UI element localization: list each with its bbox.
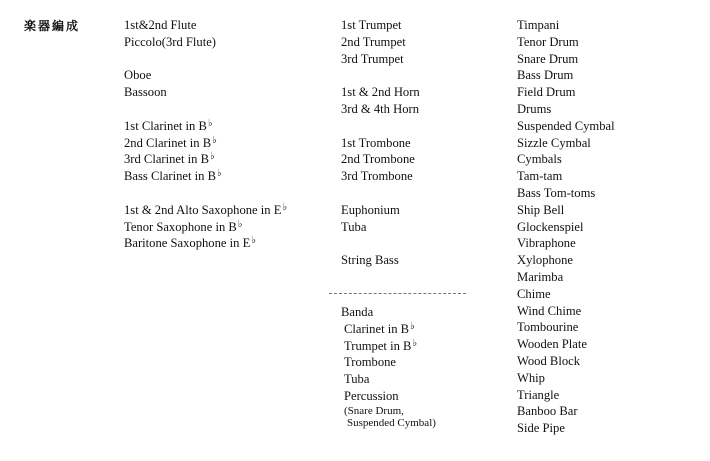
instrument-item bbox=[124, 67, 287, 84]
instrument-name: 2nd Trombone bbox=[341, 152, 415, 167]
instrument-name: 1st Clarinet in B bbox=[124, 118, 207, 133]
instrument-item bbox=[341, 51, 420, 68]
section-divider bbox=[329, 293, 466, 294]
flat-symbol: ♭ bbox=[212, 134, 217, 146]
brass-column bbox=[341, 17, 420, 269]
woodwinds-column bbox=[124, 17, 287, 252]
instrument-item bbox=[341, 101, 420, 118]
instrument-item bbox=[124, 118, 287, 135]
instrument-item bbox=[341, 84, 420, 101]
flat-symbol: ♭ bbox=[251, 235, 256, 247]
instrument-name: Bass Clarinet in B bbox=[124, 169, 216, 184]
group-spacer bbox=[124, 185, 287, 202]
instrument-item bbox=[124, 219, 287, 236]
instrument-item: Bass Tom-toms bbox=[517, 185, 596, 200]
instrument-name: Baritone Saxophone in E bbox=[124, 236, 251, 251]
instrument-item bbox=[124, 235, 287, 252]
group-spacer bbox=[341, 235, 420, 252]
instrument-name: String Bass bbox=[341, 253, 399, 268]
instrument-item: Tam-tam bbox=[517, 169, 563, 184]
percussion-note-line-1: (Snare Drum, bbox=[344, 404, 404, 417]
instrument-name: 1st & 2nd Alto Saxophone in E bbox=[124, 202, 282, 217]
instrument-item: Wind Chime bbox=[517, 303, 582, 318]
instrument-name: 3rd & 4th Horn bbox=[341, 101, 420, 116]
flat-symbol: ♭ bbox=[207, 117, 213, 129]
instrument-name: Clarinet in B bbox=[344, 321, 410, 336]
instrument-item bbox=[341, 202, 420, 219]
instrument-item bbox=[341, 338, 436, 355]
instrument-item bbox=[124, 34, 287, 51]
instrument-item bbox=[341, 219, 420, 236]
group-spacer bbox=[124, 51, 287, 68]
instrument-name: Piccolo(3rd Flute) bbox=[124, 34, 216, 49]
instrument-name: Tenor Saxophone in B bbox=[124, 219, 237, 234]
instrument-item bbox=[341, 34, 420, 51]
percussion-column bbox=[517, 17, 615, 437]
instrument-name: Bassoon bbox=[124, 85, 167, 100]
instrument-item bbox=[124, 202, 287, 219]
instrument-name: Tuba bbox=[344, 372, 370, 387]
instrumentation-heading: 楽器編成 bbox=[24, 19, 81, 33]
group-spacer bbox=[124, 101, 287, 118]
instrument-item bbox=[341, 354, 436, 371]
instrument-name: 2nd Clarinet in B bbox=[124, 135, 212, 150]
instrument-item: Snare Drum bbox=[517, 51, 579, 66]
instrument-item bbox=[124, 84, 287, 101]
instrument-item bbox=[124, 168, 287, 185]
instrument-item: Whip bbox=[517, 370, 545, 385]
instrument-name: Trombone bbox=[344, 355, 397, 370]
instrument-name: 1st Trumpet bbox=[341, 18, 402, 32]
instrument-item: Vibraphone bbox=[517, 236, 576, 251]
instrument-item bbox=[124, 135, 287, 152]
banda-title: Banda bbox=[341, 305, 374, 319]
instrument-name: 2nd Trumpet bbox=[341, 34, 406, 49]
instrument-item bbox=[341, 321, 436, 338]
instrument-item: Bass Drum bbox=[517, 68, 574, 83]
instrument-item: Cymbals bbox=[517, 152, 562, 167]
group-spacer bbox=[341, 185, 420, 202]
flat-symbol: ♭ bbox=[410, 320, 415, 332]
instrument-item bbox=[341, 151, 420, 168]
instrument-item: Tombourine bbox=[517, 320, 579, 335]
instrument-name: 3rd Trumpet bbox=[341, 51, 404, 66]
instrument-name: Oboe bbox=[124, 68, 152, 83]
instrument-item: Banboo Bar bbox=[517, 404, 578, 419]
instrument-item: Sizzle Cymbal bbox=[517, 135, 591, 150]
group-spacer bbox=[341, 118, 420, 135]
instrument-item: Side Pipe bbox=[517, 421, 565, 436]
flat-symbol: ♭ bbox=[217, 168, 222, 180]
instrument-item bbox=[124, 17, 287, 34]
instrument-name: 3rd Clarinet in B bbox=[124, 152, 209, 167]
instrument-item bbox=[341, 388, 436, 405]
banda-section bbox=[341, 304, 436, 430]
instrument-item: Chime bbox=[517, 286, 551, 301]
instrument-item: Tenor Drum bbox=[517, 34, 579, 49]
instrument-name: 1st & 2nd Horn bbox=[341, 85, 420, 100]
instrument-item: Wooden Plate bbox=[517, 337, 587, 352]
instrument-item bbox=[341, 168, 420, 185]
instrument-item: Triangle bbox=[517, 387, 560, 402]
instrument-item bbox=[341, 135, 420, 152]
instrument-item: Timpani bbox=[517, 18, 560, 32]
instrument-name: Trumpet in B bbox=[344, 338, 412, 353]
instrument-item bbox=[341, 17, 420, 34]
instrument-name: Tuba bbox=[341, 219, 367, 234]
instrument-item: Xylophone bbox=[517, 253, 573, 268]
flat-symbol: ♭ bbox=[237, 218, 243, 230]
instrument-name: 1st&2nd Flute bbox=[124, 18, 197, 32]
instrument-item bbox=[124, 151, 287, 168]
instrument-item: Suspended Cymbal bbox=[517, 118, 615, 133]
instrument-item: Field Drum bbox=[517, 85, 576, 100]
instrument-item bbox=[341, 371, 436, 388]
flat-symbol: ♭ bbox=[210, 151, 215, 163]
instrument-item bbox=[341, 252, 420, 269]
instrument-item: Marimba bbox=[517, 269, 564, 284]
instrument-name: Percussion bbox=[344, 388, 399, 403]
instrument-item: Drums bbox=[517, 101, 552, 116]
instrument-name: 3rd Trombone bbox=[341, 169, 413, 184]
instrument-item: Wood Block bbox=[517, 353, 580, 368]
group-spacer bbox=[341, 67, 420, 84]
instrument-item: Ship Bell bbox=[517, 202, 565, 217]
instrument-name: 1st Trombone bbox=[341, 135, 411, 150]
percussion-note-line-2: Suspended Cymbal) bbox=[347, 417, 436, 430]
flat-symbol: ♭ bbox=[412, 337, 418, 349]
flat-symbol: ♭ bbox=[282, 201, 288, 213]
instrument-item: Glockenspiel bbox=[517, 219, 584, 234]
instrument-name: Euphonium bbox=[341, 202, 400, 217]
